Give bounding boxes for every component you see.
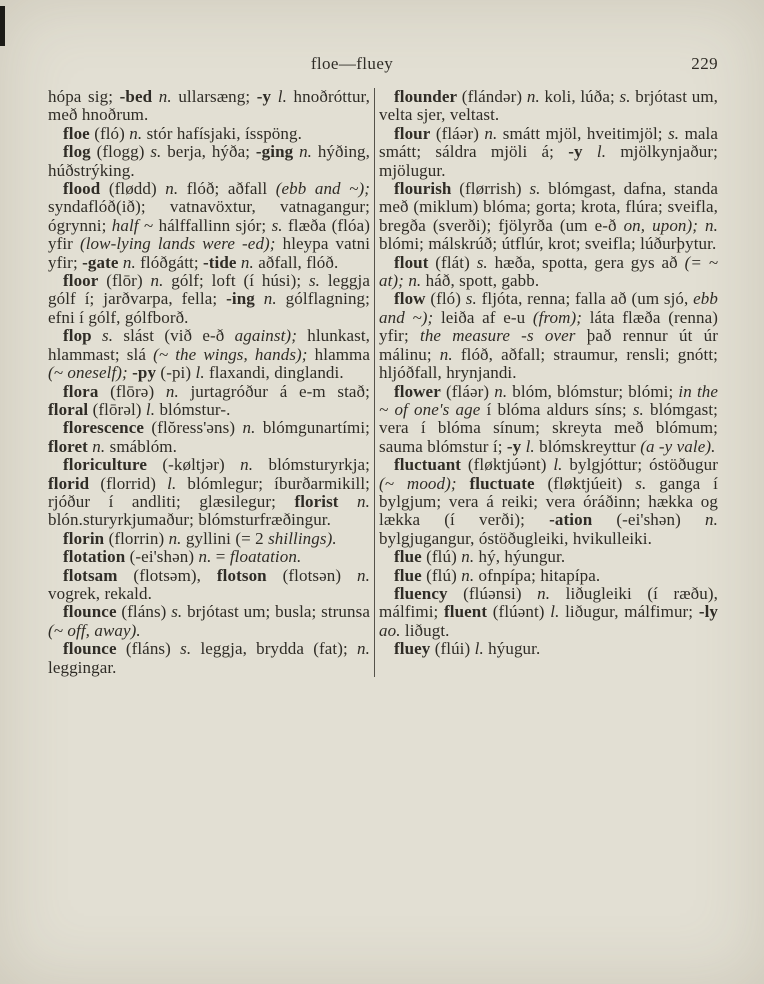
- entry-text: (-pi): [156, 363, 196, 383]
- entry-text: (fláns): [116, 639, 181, 659]
- headword: floret: [48, 436, 88, 456]
- entry-text: the measure -s over: [420, 326, 576, 346]
- entry-text: flaxandi, dinglandi.: [204, 363, 344, 383]
- dictionary-entry: [379, 548, 718, 566]
- entry-text: (flŏress'əns): [144, 418, 243, 438]
- entry-text: gólflagning; efni í gólf, gólfborð.: [48, 289, 370, 327]
- entry-text: s.: [271, 215, 283, 235]
- entry-text: l.: [474, 639, 484, 659]
- entry-text: s.: [476, 252, 488, 272]
- entry-text: blómgast, dafna, standa með (miklum) blóma; gorta; krota, flúra; sveifla, bregða (sverði); fjölyrða (um e-ð: [379, 179, 718, 235]
- entry-text: (~ mood);: [379, 473, 457, 493]
- entry-text: (flú): [421, 547, 462, 567]
- entry-text: í blóma aldurs síns;: [480, 399, 633, 419]
- dictionary-entry: [48, 180, 370, 272]
- entry-text: hý, hýungur.: [474, 547, 566, 567]
- entry-text: s.: [308, 271, 321, 291]
- headword: fluctuate: [469, 473, 535, 493]
- entry-text: n.: [408, 271, 422, 291]
- headword: -y: [568, 142, 583, 162]
- entry-text: (~ the wings, hands);: [153, 344, 308, 364]
- entry-text: hlamma: [307, 344, 371, 364]
- entry-text: liðugleiki (í ræðu), málfimi;: [379, 583, 718, 622]
- entry-text: (fló): [425, 289, 466, 309]
- entry-text: mjölkynjaður; mjölugur.: [379, 142, 718, 180]
- headword: florescence: [63, 418, 145, 438]
- entry-text: liðugt.: [400, 620, 450, 640]
- entry-text: n.: [168, 528, 182, 548]
- dictionary-page-body: [48, 88, 718, 677]
- headword: -tide: [203, 252, 237, 272]
- headword: flourish: [394, 179, 452, 199]
- headword: -ation: [549, 510, 593, 530]
- entry-text: n.: [357, 639, 370, 659]
- entry-text: n.: [122, 252, 136, 272]
- page-header: [48, 54, 718, 76]
- entry-text: hæða, spotta, gera gys að: [487, 252, 685, 272]
- entry-text: against);: [234, 326, 297, 346]
- entry-text: smáblóm.: [105, 436, 177, 456]
- headword: flour: [394, 123, 431, 143]
- headword: flounder: [394, 87, 458, 106]
- headword: -py: [132, 363, 157, 383]
- headword: flora: [63, 381, 99, 401]
- dictionary-entry: [48, 567, 370, 604]
- entry-text: s.: [529, 179, 541, 199]
- entry-text: n.: [150, 271, 164, 291]
- entry-text: n.: [198, 547, 212, 567]
- headword: flounce: [63, 602, 117, 622]
- headword: flog: [63, 142, 91, 162]
- entry-text: (flōrəl): [88, 399, 146, 419]
- headword: flue: [394, 547, 422, 567]
- entry-text: n.: [484, 123, 498, 143]
- entry-text: l.: [195, 363, 205, 383]
- entry-text: koli, lúða;: [539, 87, 620, 106]
- headword: -ging: [255, 142, 294, 162]
- dictionary-entry: [48, 272, 370, 327]
- entry-text: s.: [465, 289, 477, 309]
- entry-text: blómlegur; íburðarmikill; rjóður í andliti; glæsilegur;: [48, 473, 370, 511]
- entry-text: brjótast um; busla; strunsa: [182, 602, 370, 622]
- headword: flounce: [63, 639, 117, 659]
- dictionary-entry: [379, 456, 718, 548]
- entry-text: n.: [129, 123, 143, 143]
- entry-text: [92, 326, 102, 345]
- entry-text: hlunkast, hlammast; slá: [48, 326, 370, 364]
- entry-text: jurtagróður á e-m stað;: [178, 381, 370, 401]
- entry-text: (flát): [428, 252, 477, 272]
- dictionary-entry: [48, 383, 370, 420]
- entry-text: berja, hýða;: [161, 142, 256, 162]
- entry-text: flóð; aðfall: [178, 179, 276, 199]
- dictionary-entry: [379, 383, 718, 457]
- entry-text: liðugur, málfimur;: [559, 602, 699, 622]
- entry-text: hýðing, húðstrýking.: [48, 142, 370, 180]
- entry-text: (fláər): [440, 381, 495, 401]
- corner-scan-mark: [0, 6, 5, 46]
- dictionary-entry: [48, 548, 370, 566]
- entry-text: það rennur út úr málinu;: [379, 326, 718, 364]
- entry-text: hleypa vatni yfir;: [48, 234, 371, 272]
- entry-text: (flødd): [100, 179, 166, 199]
- headword: flue: [394, 565, 422, 585]
- entry-text: [339, 492, 357, 511]
- entry-text: fljóta, renna; falla að (um sjó,: [476, 289, 694, 309]
- headword: -gate: [82, 252, 119, 272]
- entry-text: láta flæða (renna) yfir;: [379, 307, 718, 346]
- entry-text: brjótast um, velta sjer, veltast.: [379, 87, 718, 125]
- headword: -y: [506, 436, 522, 456]
- entry-text: s.: [102, 326, 114, 346]
- entry-text: l.: [145, 399, 156, 419]
- headword: flood: [63, 179, 101, 199]
- entry-text: blómstur-.: [155, 399, 231, 419]
- headword: florist: [294, 491, 339, 511]
- entry-text: syndaflóð(ið); vatnavöxtur, vatnagangur; ógrynni;: [48, 197, 370, 235]
- entry-text: (fløktjúeit): [534, 473, 636, 493]
- headword: flotation: [63, 547, 126, 567]
- entry-text: (-ei'shən): [592, 510, 706, 530]
- entry-text: ~ hálffallinn sjór;: [138, 215, 272, 235]
- entry-text: gyllini (= 2: [181, 528, 269, 548]
- dictionary-entry: [48, 530, 370, 548]
- dictionary-entry: [48, 640, 370, 677]
- entry-text: shillings).: [268, 528, 337, 548]
- entry-text: hópa sig;: [48, 87, 120, 106]
- entry-text: n.: [439, 344, 453, 364]
- entry-text: (~ oneself);: [48, 363, 128, 383]
- headword: florid: [48, 473, 90, 493]
- entry-text: bylgjugangur, óstöðugleiki, hvikulleiki.: [379, 528, 652, 548]
- entry-text: (flōrə): [98, 381, 166, 401]
- entry-text: blómskreyttur: [534, 436, 641, 456]
- entry-text: [255, 289, 264, 308]
- dictionary-entry: [48, 603, 370, 640]
- entry-text: ofnpípa; hitapípa.: [474, 565, 601, 585]
- entry-text: (flotsəm),: [117, 565, 217, 585]
- entry-text: n.: [537, 583, 551, 603]
- dictionary-entry: [379, 640, 718, 658]
- entry-text: (ebb and ~);: [275, 179, 370, 199]
- entry-text: (-køltjər): [146, 455, 241, 475]
- headword: flout: [394, 252, 429, 272]
- entry-text: n.: [240, 455, 254, 475]
- headword: flower: [394, 381, 441, 401]
- entry-text: n.: [92, 436, 106, 456]
- entry-text: flóðgátt;: [135, 252, 204, 272]
- running-head: floe—fluey: [310, 54, 394, 73]
- dictionary-entry: [379, 125, 718, 180]
- entry-text: (florrin): [104, 528, 169, 548]
- headword: -ly: [698, 602, 718, 622]
- right-column: [379, 88, 718, 677]
- headword: -bed: [119, 87, 153, 106]
- entry-text: blóm, blómstur; blómi;: [507, 381, 679, 401]
- entry-text: s.: [632, 399, 644, 419]
- entry-text: (fláns): [116, 602, 172, 622]
- headword: fluency: [394, 583, 448, 603]
- entry-text: blómgast; vera í blóma sínum; skreyta með blómum; sauma blómstur í;: [379, 399, 719, 456]
- headword: fluent: [444, 602, 488, 622]
- entry-text: n.: [357, 491, 370, 511]
- entry-text: half: [111, 215, 139, 235]
- dictionary-entry: [48, 143, 370, 180]
- entry-text: n.: [242, 418, 256, 438]
- entry-text: blómgunartími;: [255, 418, 370, 438]
- entry-text: blón.sturyrkjumaður; blómsturfræðingur.: [48, 510, 331, 530]
- entry-text: blómsturyrkja;: [253, 455, 370, 475]
- page-number: 229: [691, 54, 718, 73]
- entry-text: (flúənsi): [447, 583, 538, 603]
- entry-text: n.: [299, 142, 313, 162]
- entry-text: leggja, brydda (fat);: [191, 639, 358, 659]
- headword: florin: [63, 528, 105, 548]
- entry-text: (from);: [532, 307, 583, 327]
- entry-text: (fló): [89, 123, 130, 143]
- entry-text: n.: [705, 215, 718, 235]
- entry-text: n.: [494, 381, 508, 401]
- entry-text: on, upon);: [623, 215, 699, 235]
- entry-text: n.: [526, 87, 540, 106]
- entry-text: flæða (flóa) yfir: [48, 215, 370, 254]
- entry-text: s.: [619, 87, 631, 106]
- entry-text: (fláər): [430, 123, 485, 143]
- entry-text: n.: [461, 547, 475, 567]
- entry-text: s.: [180, 639, 192, 659]
- dictionary-entry: [48, 88, 370, 125]
- entry-text: leggingar.: [48, 657, 117, 677]
- entry-text: n.: [240, 252, 254, 272]
- entry-text: n.: [165, 381, 179, 401]
- entry-text: (flú): [421, 565, 462, 585]
- dictionary-entry: [48, 125, 370, 143]
- entry-text: (low-lying lands were -ed);: [79, 234, 276, 254]
- entry-text: blómi; málskrúð; útflúr, krot; sveifla; lúðurþytur.: [379, 234, 717, 254]
- entry-text: (flōr): [98, 271, 151, 291]
- entry-text: [698, 216, 705, 235]
- entry-text: s.: [635, 473, 647, 493]
- dictionary-entry: [48, 327, 370, 382]
- column-divider: [374, 88, 375, 677]
- entry-text: (florrid): [89, 473, 168, 493]
- entry-text: s.: [171, 602, 183, 622]
- entry-text: leiða af e-u: [433, 307, 533, 327]
- entry-text: háð, spott, gabb.: [421, 271, 540, 291]
- headword: floor: [63, 271, 99, 291]
- entry-text: (= ~ at);: [379, 252, 719, 291]
- entry-text: (flørrish): [451, 179, 530, 199]
- entry-text: s.: [150, 142, 162, 162]
- entry-text: floatation.: [229, 547, 302, 567]
- headword: -ing: [226, 289, 255, 309]
- entry-text: in the ~ of one's age: [379, 381, 719, 419]
- entry-text: (flúənt): [487, 602, 551, 622]
- entry-text: ao.: [379, 620, 401, 640]
- headword: flop: [63, 326, 92, 346]
- entry-text: stór hafísjaki, ísspöng.: [142, 123, 302, 143]
- entry-text: bylgjóttur; óstöðugur: [562, 455, 718, 475]
- entry-text: [271, 87, 278, 106]
- entry-text: flóð, aðfall; straumur, rensli; gnótt; hljóðfall, hrynjandi.: [379, 344, 718, 383]
- dictionary-entry: [379, 290, 718, 382]
- entry-text: mala smátt; sáldra mjöli á;: [379, 123, 719, 162]
- dictionary-entry: [379, 180, 718, 254]
- dictionary-entry: [48, 419, 370, 456]
- entry-text: (flúi): [430, 639, 475, 659]
- entry-text: n.: [357, 565, 370, 585]
- entry-text: (flotsən): [266, 565, 358, 585]
- entry-text: n.: [263, 289, 277, 309]
- entry-text: hnoðróttur, með hnoðrum.: [48, 87, 370, 125]
- dictionary-entry: [379, 254, 718, 291]
- entry-text: hýugur.: [483, 639, 541, 659]
- dictionary-entry: [379, 88, 718, 125]
- headword: floe: [63, 123, 90, 143]
- headword: fluctuant: [394, 455, 462, 475]
- left-column: [48, 88, 370, 677]
- dictionary-entry: [379, 585, 718, 640]
- entry-text: (~ off, away).: [48, 620, 141, 640]
- dictionary-entry: [379, 567, 718, 585]
- entry-text: ullarsæng;: [171, 87, 257, 106]
- entry-text: (fløktjúənt): [461, 455, 554, 475]
- entry-text: [457, 474, 470, 493]
- entry-text: aðfall, flóð.: [253, 252, 339, 272]
- entry-text: l.: [553, 455, 563, 475]
- entry-text: (flogg): [90, 142, 151, 162]
- entry-text: l.: [596, 142, 607, 162]
- headword: floriculture: [63, 455, 147, 475]
- entry-text: ebb and ~);: [379, 289, 718, 327]
- headword: floral: [48, 399, 89, 419]
- entry-text: ganga í bylgjum; vera á reiki; vera óráðinn; hækka og lækka (í verði);: [379, 473, 718, 530]
- entry-text: vogrek, rekald.: [48, 583, 152, 603]
- entry-text: smátt mjöl, hveitimjöl;: [497, 123, 669, 143]
- entry-text: s.: [668, 123, 680, 143]
- entry-text: l.: [277, 87, 287, 106]
- entry-text: n.: [158, 87, 172, 106]
- entry-text: n.: [165, 179, 179, 199]
- headword: fluey: [394, 639, 431, 659]
- entry-text: l.: [167, 473, 177, 493]
- headword: flow: [394, 289, 426, 309]
- entry-text: l.: [525, 436, 535, 456]
- headword: -y: [256, 87, 272, 106]
- dictionary-entry: [48, 456, 370, 530]
- entry-text: (-ei'shən): [125, 547, 199, 567]
- entry-text: n.: [705, 510, 718, 530]
- entry-text: =: [211, 547, 230, 567]
- entry-text: [583, 142, 597, 161]
- entry-text: leggja gólf í; jarðvarpa, fella;: [48, 271, 370, 309]
- entry-text: (a -y vale).: [640, 436, 716, 456]
- entry-text: n.: [461, 565, 475, 585]
- entry-text: [152, 87, 159, 106]
- entry-text: (flándər): [457, 87, 527, 106]
- entry-text: l.: [550, 602, 560, 622]
- entry-text: gólf; loft (í húsi);: [163, 271, 309, 291]
- headword: flotsam: [63, 565, 118, 585]
- headword: flotson: [216, 565, 267, 585]
- entry-text: slást (við e-ð: [113, 326, 235, 346]
